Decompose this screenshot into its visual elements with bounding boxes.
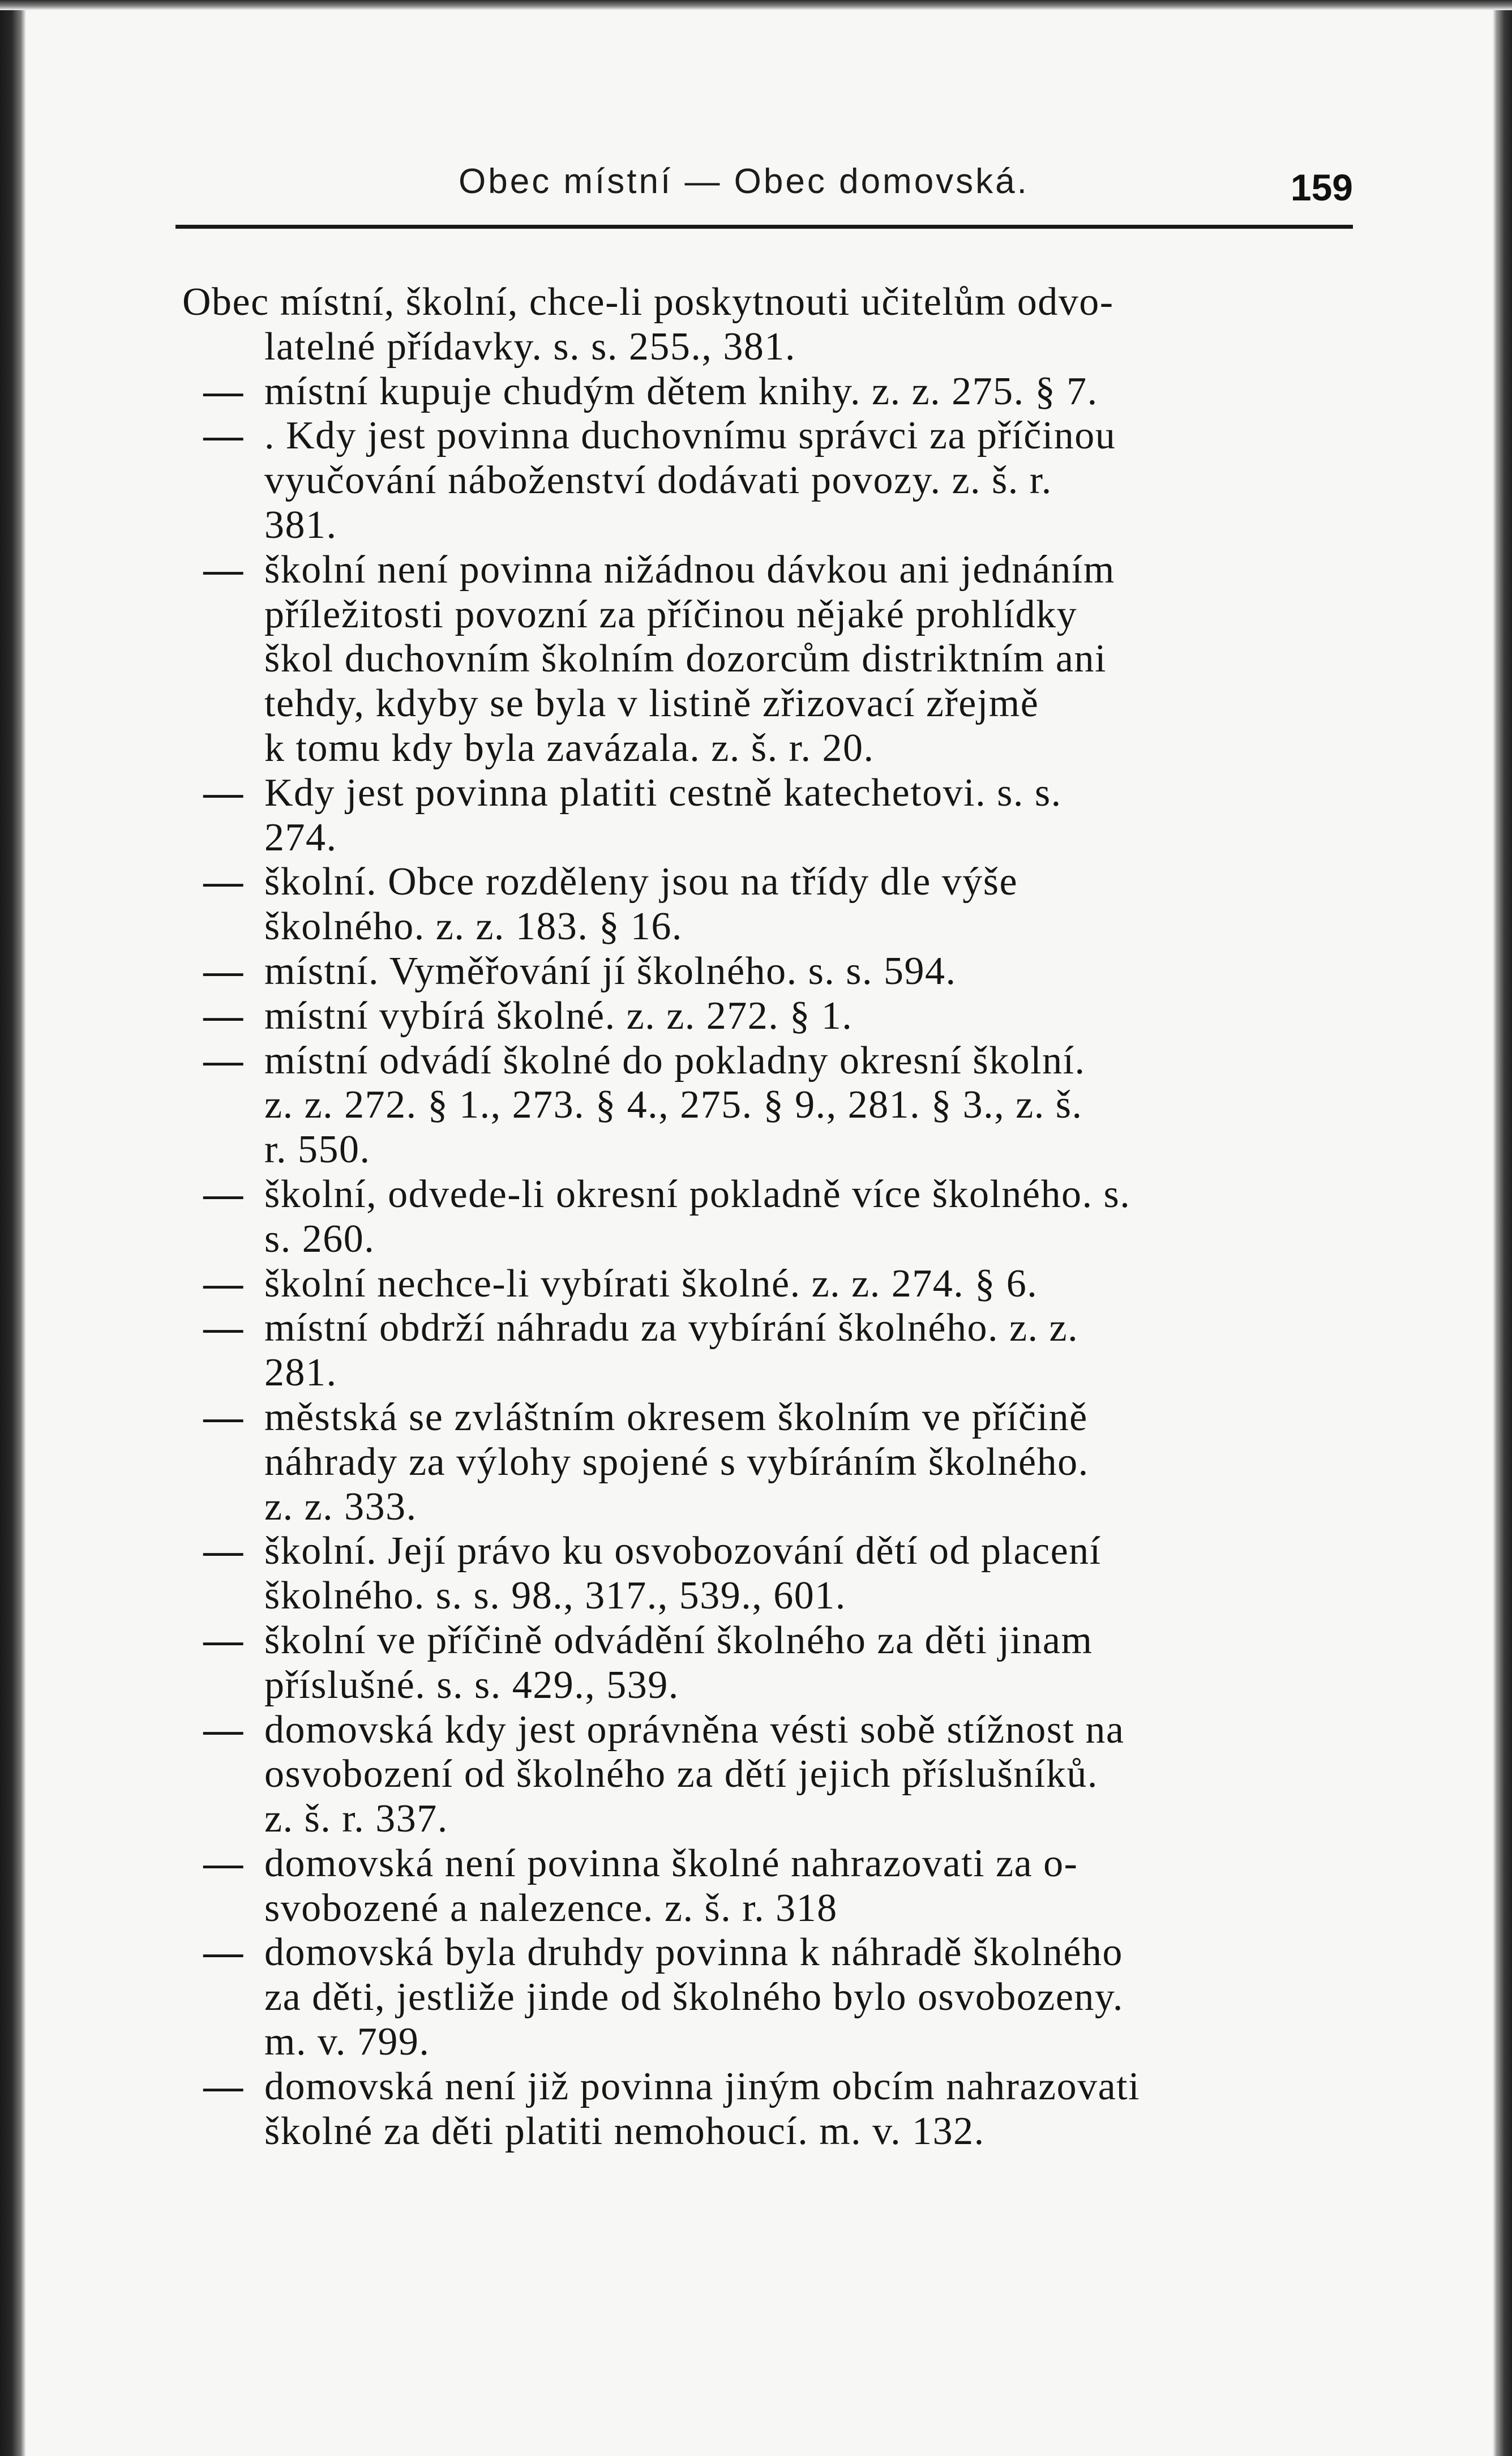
entry-line: — domovská není povinna školné nahrazovati za o- — [182, 1842, 1348, 1886]
entry-line: 274. — [264, 815, 337, 859]
entry-line: školného. z. z. 183. § 16. — [264, 905, 683, 949]
entry-line: 381. — [264, 503, 337, 547]
entry-line: vyučování náboženství dodávati povozy. z. š. r. — [264, 459, 1052, 503]
entry-line: — domovská byla druhdy povinna k náhradě školného — [182, 1931, 1348, 1975]
entry-line: — místní obdrží náhradu za vybírání školného. z. z. — [182, 1306, 1348, 1351]
index-text-block — [182, 280, 1348, 2154]
entry-line: svobozené a nalezence. z. š. r. 318 — [264, 1886, 838, 1930]
entry-line: — domovská není již povinna jiným obcím nahrazovati — [182, 2065, 1348, 2110]
entry-line: — školní. Její právo ku osvobozování dětí od placení — [182, 1529, 1348, 1574]
entry-dash: — — [203, 414, 244, 458]
entry-line: škol duchovním školním dozorcům distriktním ani — [264, 637, 1107, 681]
entry-line: — domovská kdy jest oprávněna vésti sobě stížnost na — [182, 1708, 1348, 1753]
entry-line: latelné přídavky. s. s. 255., 381. — [264, 324, 796, 369]
entry-dash: — — [203, 949, 244, 993]
entry-dash: — — [203, 547, 244, 592]
entry-dash: — — [203, 1038, 244, 1082]
entry-line: — školní. Obce rozděleny jsou na třídy dle výše — [182, 860, 1348, 905]
scan-edge-right — [1493, 0, 1512, 2456]
running-head: Obec místní — Obec domovská. — [459, 162, 1029, 201]
entry-line: náhrady za výlohy spojené s vybíráním školného. — [264, 1440, 1089, 1484]
entry-dash: — — [203, 1529, 244, 1573]
entry-dash: — — [203, 369, 244, 413]
entry-line: Obec místní, školní, chce-li poskytnouti učitelům odvo- — [182, 280, 1114, 324]
entry-line: — školní ve příčině odvádění školného za děti jinam — [182, 1619, 1348, 1663]
entry-line: k tomu kdy byla zavázala. z. š. r. 20. — [264, 726, 875, 770]
entry-dash: — — [203, 2064, 244, 2108]
entry-dash: — — [203, 994, 244, 1038]
entry-line: školného. s. s. 98., 317., 539., 601. — [264, 1574, 846, 1618]
entry-dash: — — [203, 1708, 244, 1752]
entry-line: z. z. 333. — [264, 1484, 417, 1529]
entry-line: z. z. 272. § 1., 273. § 4., 275. § 9., 281. § 3., z. š. — [264, 1083, 1083, 1127]
entry-dash: — — [203, 1261, 244, 1306]
entry-line: z. š. r. 337. — [264, 1797, 448, 1841]
entry-dash: — — [203, 1395, 244, 1439]
scan-edge-top — [0, 0, 1512, 10]
page-header — [175, 161, 1353, 229]
page-number: 159 — [1290, 166, 1353, 208]
entry-line: — školní není povinna nižádnou dávkou ani jednáním — [182, 548, 1348, 593]
entry-line: r. 550. — [264, 1128, 371, 1172]
entry-line: — . Kdy jest povinna duchovnímu správci za příčinou — [182, 414, 1348, 459]
entry-line: 281. — [264, 1351, 337, 1395]
entry-line: — místní vybírá školné. z. z. 272. § 1. — [182, 994, 1348, 1039]
entry-line: — školní, odvede-li okresní pokladně více školného. s. — [182, 1173, 1348, 1217]
entry-dash: — — [203, 771, 244, 815]
entry-line: — místní kupuje chudým dětem knihy. z. z. 275. § 7. — [182, 370, 1348, 414]
entry-dash: — — [203, 1841, 244, 1885]
entry-line: školné za děti platiti nemohoucí. m. v. 132. — [264, 2109, 985, 2153]
entry-dash: — — [203, 860, 244, 904]
entry-line: příležitosti povozní za příčinou nějaké prohlídky — [264, 592, 1078, 636]
entry-line: — místní odvádí školné do pokladny okresní školní. — [182, 1039, 1348, 1084]
scan-edge-left — [0, 0, 26, 2456]
entry-line: — školní nechce-li vybírati školné. z. z. 274. § 6. — [182, 1262, 1348, 1307]
entry-dash: — — [203, 1618, 244, 1662]
entry-line: — Kdy jest povinna platiti cestně katechetovi. s. s. — [182, 771, 1348, 816]
entry-line: — místní. Vyměřování jí školného. s. s. 594. — [182, 949, 1348, 994]
entry-line: tehdy, kdyby se byla v listině zřizovací zřejmě — [264, 682, 1039, 726]
entry-line: za děti, jestliže jinde od školného bylo osvobozeny. — [264, 1975, 1124, 2019]
entry-dash: — — [203, 1931, 244, 1975]
entry-dash: — — [203, 1306, 244, 1350]
entry-line: m. v. 799. — [264, 2020, 430, 2064]
entry-dash: — — [203, 1172, 244, 1216]
entry-line: příslušné. s. s. 429., 539. — [264, 1663, 679, 1707]
entry-line: — městská se zvláštním okresem školním ve příčině — [182, 1396, 1348, 1440]
header-rule — [175, 225, 1353, 229]
entry-line: osvobození od školného za dětí jejich příslušníků. — [264, 1752, 1098, 1796]
entry-line: s. 260. — [264, 1217, 375, 1261]
